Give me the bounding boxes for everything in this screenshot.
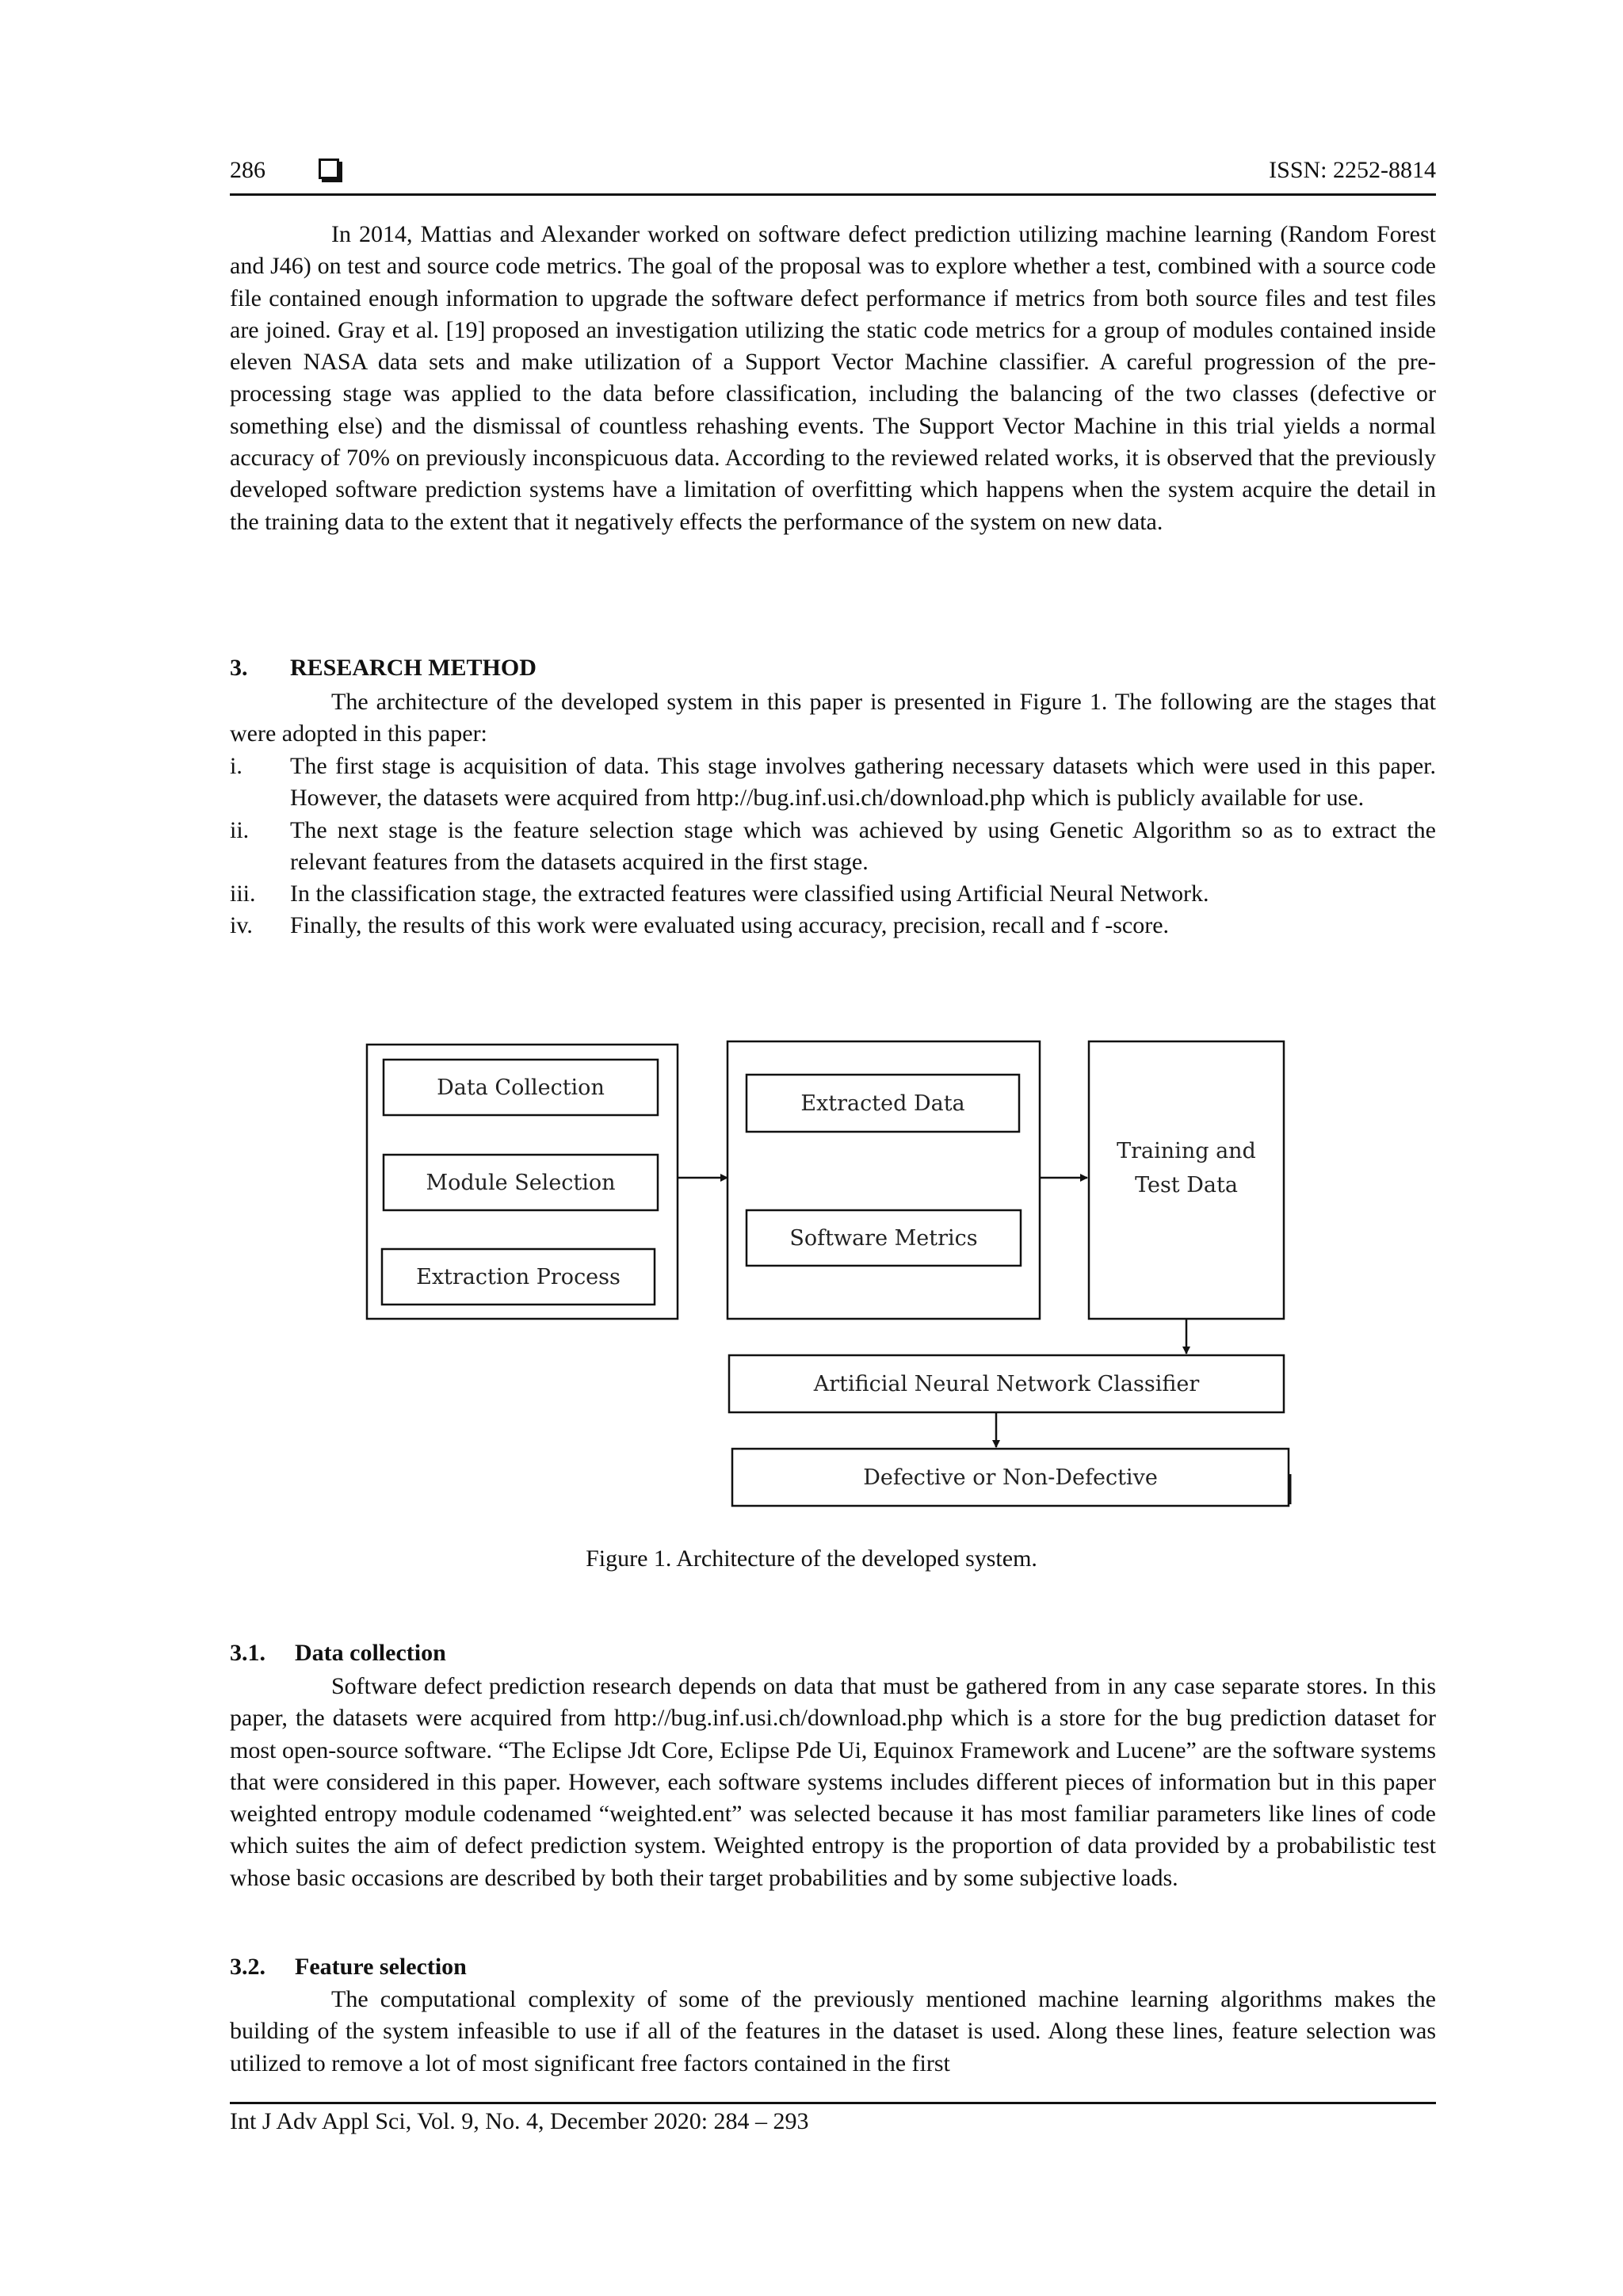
section-heading-research-method: 3. RESEARCH METHOD — [230, 655, 537, 681]
issn: ISSN: 2252-8814 — [1269, 157, 1436, 183]
method-paragraph: The architecture of the developed system in this paper is presented in Figure 1. The following are the stages that were adopted in this paper: — [230, 689, 1436, 747]
label-software-metrics: Software Metrics — [789, 1226, 978, 1251]
list-item: iii. In the classification stage, the extracted features were classified using Artificial Neural Network. — [230, 881, 1209, 907]
label-training-1: Training and — [1117, 1139, 1256, 1163]
label-output: Defective or Non-Defective — [863, 1465, 1158, 1490]
label-training-2: Test Data — [1135, 1173, 1238, 1198]
intro-paragraph: In 2014, Mattias and Alexander worked on software defect prediction utilizing machine learning (Random Forest and J46) on test and source code metrics. The goal of the proposal was to explore whether a test, combined with a source code file contained enough information to upgrade the software defect performance if metrics from both source files and test files are joined. Gray et al. [19] proposed an investigation utilizing the static code metrics for a group of modules contained inside eleven NASA data sets and make utilization of a Support Vector Machine classifier. A careful progression of the pre-processing stage was applied to the data before classification, including the balancing of the two classes (defective or something else) and the dismissal of countless rehashing events. The Support Vector Machine in this trial yields a normal accuracy of 70% on previously inconspicuous data. According to the reviewed related works, it is observed that the previously developed software prediction systems have a limitation of overfitting which happens when the system acquire the detail in the training data to the extent that it negatively effects the performance of the system on new data. — [230, 221, 1436, 535]
figure-caption: Figure 1. Architecture of the developed system. — [586, 1545, 1037, 1572]
section-heading-data-collection: 3.1. Data collection — [230, 1640, 446, 1666]
label-extracted-data: Extracted Data — [800, 1091, 965, 1116]
label-module-selection: Module Selection — [426, 1171, 616, 1195]
list-item: i. The first stage is acquisition of data. This stage involves gathering necessary datasets which were used in this paper. However, the datasets were acquired from http://bug.inf.usi.ch/download.php which is publicly available for use. — [230, 753, 1436, 812]
label-extraction-process: Extraction Process — [416, 1265, 621, 1289]
data-collection-paragraph: Software defect prediction research depends on data that must be gathered from in any case separate stores. In this paper, the datasets were acquired from http://bug.inf.usi.ch/download.php which is a store for the bug prediction dataset for most open-source software. “The Eclipse Jdt Core, Eclipse Pde Ui, Equinox Framework and Lucene” are the software systems that were considered in this paper. However, each software systems includes different pieces of information but in this paper weighted entropy module codenamed “weighted.ent” was selected because it has most familiar parameters like lines of code which suites the aim of defect prediction system. Weighted entropy is the proportion of data provided by a probabilistic test whose basic occasions are described by both their target probabilities and by some subjective loads. — [230, 1673, 1436, 1891]
page-number: 286 — [230, 157, 265, 183]
list-item: ii. The next stage is the feature selection stage which was achieved by using Genetic Algorithm so as to extract the relevant features from the datasets acquired in the first stage. — [230, 816, 1436, 875]
extracted-group — [727, 1041, 1040, 1319]
label-data-collection: Data Collection — [437, 1075, 605, 1100]
footer-rule — [230, 2102, 1436, 2104]
page-footer: Int J Adv Appl Sci, Vol. 9, No. 4, December 2020: 284 – 293 — [230, 2108, 809, 2134]
feature-selection-paragraph: The computational complexity of some of the previously mentioned machine learning algorithms makes the building of the system infeasible to use if all of the features in the dataset is used. Along these lines, feature selection was utilized to remove a lot of most significant free factors contained in the first — [230, 1986, 1436, 2076]
section-heading-feature-selection: 3.2. Feature selection — [230, 1954, 467, 1980]
list-item: iv. Finally, the results of this work were evaluated using accuracy, precision, recall and f -score. — [230, 912, 1170, 939]
label-ann: Artificial Neural Network Classifier — [813, 1372, 1200, 1396]
